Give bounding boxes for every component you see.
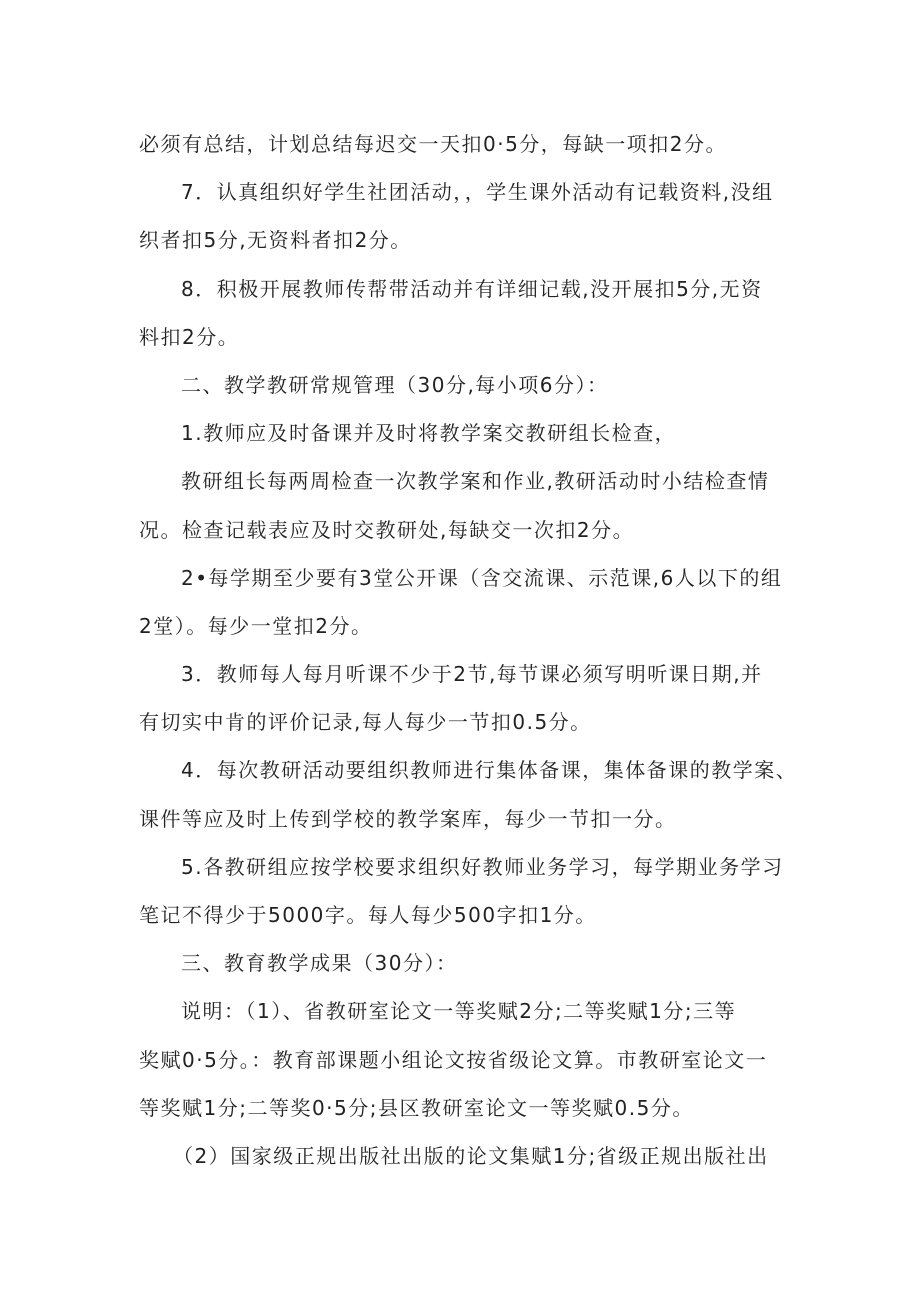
text-line: 3．教师每人每月听课不少于2节,每节课必须写明听课日期,并	[181, 662, 763, 687]
text-line: 2•每学期至少要有3堂公开课（含交流课、示范课,6人以下的组	[181, 565, 783, 590]
text-line: 料扣2分。	[139, 324, 240, 349]
text-line: 织者扣5分,无资料者扣2分。	[139, 228, 412, 253]
section-heading: 二、教学教研常规管理（30分,每小项6分）：	[181, 372, 609, 397]
text-line: 7．认真组织好学生社团活动，，学生课外活动有记载资料,没组	[181, 180, 774, 205]
text-line: 2堂）。每少一堂扣2分。	[139, 613, 373, 638]
document-body	[139, 120, 798, 1180]
section-heading: 三、教育教学成果（30分）：	[181, 951, 458, 976]
text-line: 8．积极开展教师传帮带活动并有详细记载,没开展扣5分,无资	[181, 276, 763, 301]
text-line: 有切实中肯的评价记录,每人每少一节扣0.5分。	[139, 710, 592, 735]
text-line: （2）国家级正规出版社出版的论文集赋1分;省级正规出版社出	[173, 1143, 769, 1168]
text-line: 5.各教研组应按学校要求组织好教师业务学习，每学期业务学习	[181, 854, 784, 879]
text-line: 等奖赋1分;二等奖0·5分;县区教研室论文一等奖赋0.5分。	[139, 1095, 694, 1120]
text-line: 必须有总结，计划总结每迟交一天扣0·5分，每缺一项扣2分。	[139, 132, 728, 156]
text-line: 1.教师应及时备课并及时将教学案交教研组长检查，	[181, 421, 677, 446]
text-line: 奖赋0·5分。：教育部课题小组论文按省级论文算。市教研室论文一	[139, 1047, 768, 1072]
text-line: 教研组长每两周检查一次教学案和作业,教研活动时小结检查情	[181, 469, 770, 494]
text-line: 笔记不得少于5000字。每人每少500字扣1分。	[139, 903, 597, 927]
text-line: 课件等应及时上传到学校的教学案库，每少一节扣一分。	[139, 806, 677, 831]
text-line: 说明：（1）、省教研室论文一等奖赋2分;二等奖赋1分;三等	[181, 999, 737, 1024]
text-line: 况。检查记载表应及时交教研处,每缺交一次扣2分。	[139, 517, 635, 542]
text-line: 4．每次教研活动要组织教师进行集体备课，集体备课的教学案、	[181, 758, 798, 783]
